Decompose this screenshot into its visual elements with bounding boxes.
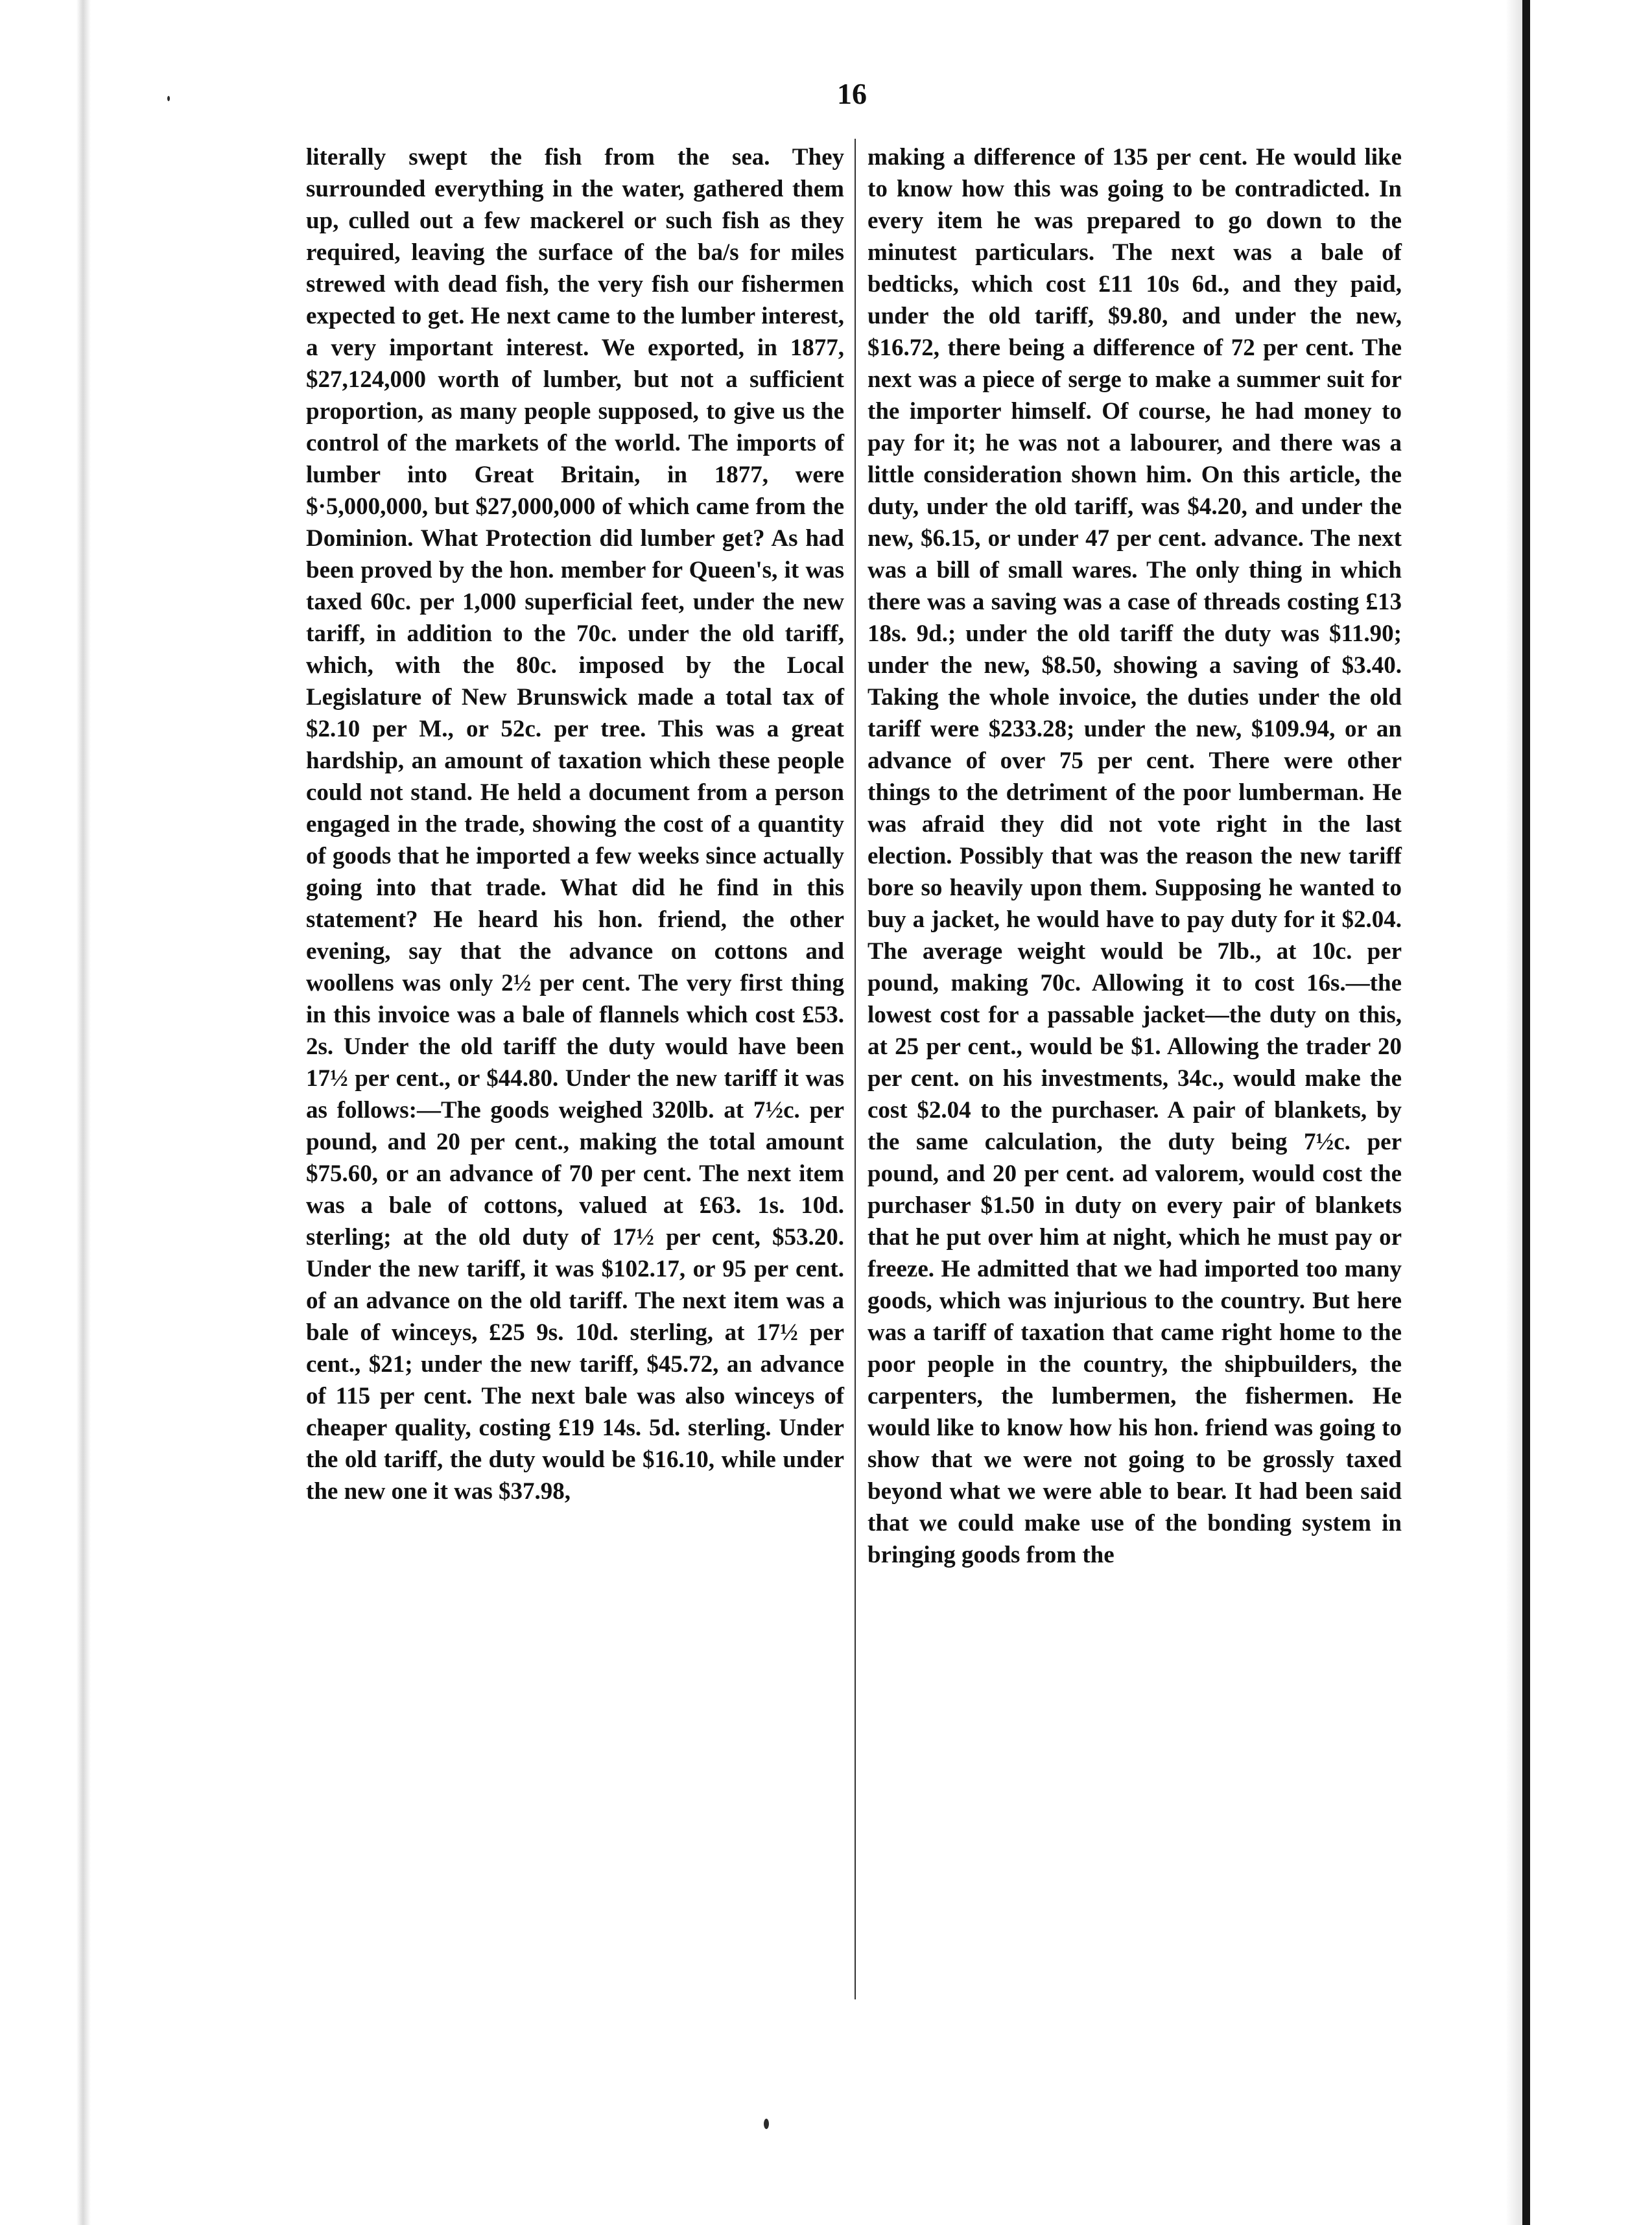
scan-left-edge	[0, 0, 97, 2225]
adjacent-page-strip	[1531, 0, 1652, 2225]
scan-speck	[764, 2119, 769, 2129]
right-column-text: making a difference of 135 per cent. He would like to know how this was going to be contradicted. In every item he was prepared to go down to the minutest particulars. The next was a bale of bedticks, which cost £11 10s 6d., and they paid, under the old tariff, $9.80, and under the new, $16.72, there being a difference of 72 per cent. The next was a piece of serge to make a summer suit for the importer himself. Of course, he had money to pay for it; he was not a labourer, and there was a little consideration shown him. On this article, the duty, under the old tariff, was $4.20, and under the new, $6.15, or under 47 per cent. advance. The next was a bill of small wares. The only thing in which there was a saving was a case of threads costing £13 18s. 9d.; under the old tariff the duty was $11.90; under the new, $8.50, showing a saving of $3.40. Taking the whole invoice, the duties under the old tariff were $233.28; under the new, $109.94, or an advance of over 75 per cent. There were other things to the detriment of the poor lumberman. He was afraid they did not vote right in the last election. Possibly that was the reason the new tariff bore so heavily upon them. Supposing he wanted to buy a jacket, he would have to pay duty for it $2.04. The average weight would be 7lb., at 10c. per pound, making 70c. Allowing it to cost 16s.—the lowest cost for a passable jacket—the duty on this, at 25 per cent., would be $1. Allowing the trader 20 per cent. on his investments, 34c., would make the cost $2.04 to the purchaser. A pair of blankets, by the same calculation, the duty being 7½c. per pound, and 20 per cent. ad valorem, would cost the purchaser $1.50 in duty on every pair of blankets that he put over him at night, which he must pay or freeze. He admitted that we had imported too many goods, which was injurious to the country. But here was a tariff of taxation that came right home to the poor people in the country, the shipbuilders, the carpenters, the lumbermen, the fishermen. He would like to know how his hon. friend was going to show that we were not going to be grossly taxed beyond what we were able to bear. It had been said that we could make use of the bonding system in bringing goods from the	[867, 144, 1402, 1568]
page-number: 16	[837, 77, 867, 110]
page-gutter	[1522, 0, 1530, 2225]
left-column-text: literally swept the fish from the sea. They surrounded everything in the water, gathered them up, culled out a few mackerel or such fish as they required, leaving the surface of the ba/s for miles strewed with dead fish, the very fish our fishermen expected to get. He next came to the lumber interest, a very important interest. We exported, in 1877, $27,124,000 worth of lumber, but not a sufficient proportion, as many people supposed, to give us the control of the markets of the world. The imports of lumber into Great Britain, in 1877, were $·5,000,000, but $27,000,000 of which came from the Dominion. What Protection did lumber get? As had been proved by the hon. member for Queen's, it was taxed 60c. per 1,000 superficial feet, under the new tariff, in addition to the 70c. under the old tariff, which, with the 80c. imposed by the Local Legislature of New Brunswick made a total tax of $2.10 per M., or 52c. per tree. This was a great hardship, an amount of taxation which these people could not stand. He held a document from a person engaged in the trade, showing the cost of a quantity of goods that he imported a few weeks since actually going into that trade. What did he find in this statement? He heard his hon. friend, the other evening, say that the advance on cottons and woollens was only 2½ per cent. The very first thing in this invoice was a bale of flannels which cost £53. 2s. Under the old tariff the duty would have been 17½ per cent., or $44.80. Under the new tariff it was as follows:—The goods weighed 320lb. at 7½c. per pound, and 20 per cent., making the total amount $75.60, or an advance of 70 per cent. The next item was a bale of cottons, valued at £63. 1s. 10d. sterling; at the old duty of 17½ per cent, $53.20. Under the new tariff, it was $102.17, or 95 per cent. of an advance on the old tariff. The next item was a bale of winceys, £25 9s. 10d. sterling, at 17½ per cent., $21; under the new tariff, $45.72, an advance of 115 per cent. The next bale was also winceys of cheaper quality, costing £19 14s. 5d. sterling. Under the old tariff, the duty would be $16.10, while under the new one it was $37.98,	[306, 144, 844, 1505]
gutter-shadow	[1505, 0, 1522, 2225]
column-divider	[855, 139, 856, 1999]
scan-speck	[167, 96, 170, 101]
